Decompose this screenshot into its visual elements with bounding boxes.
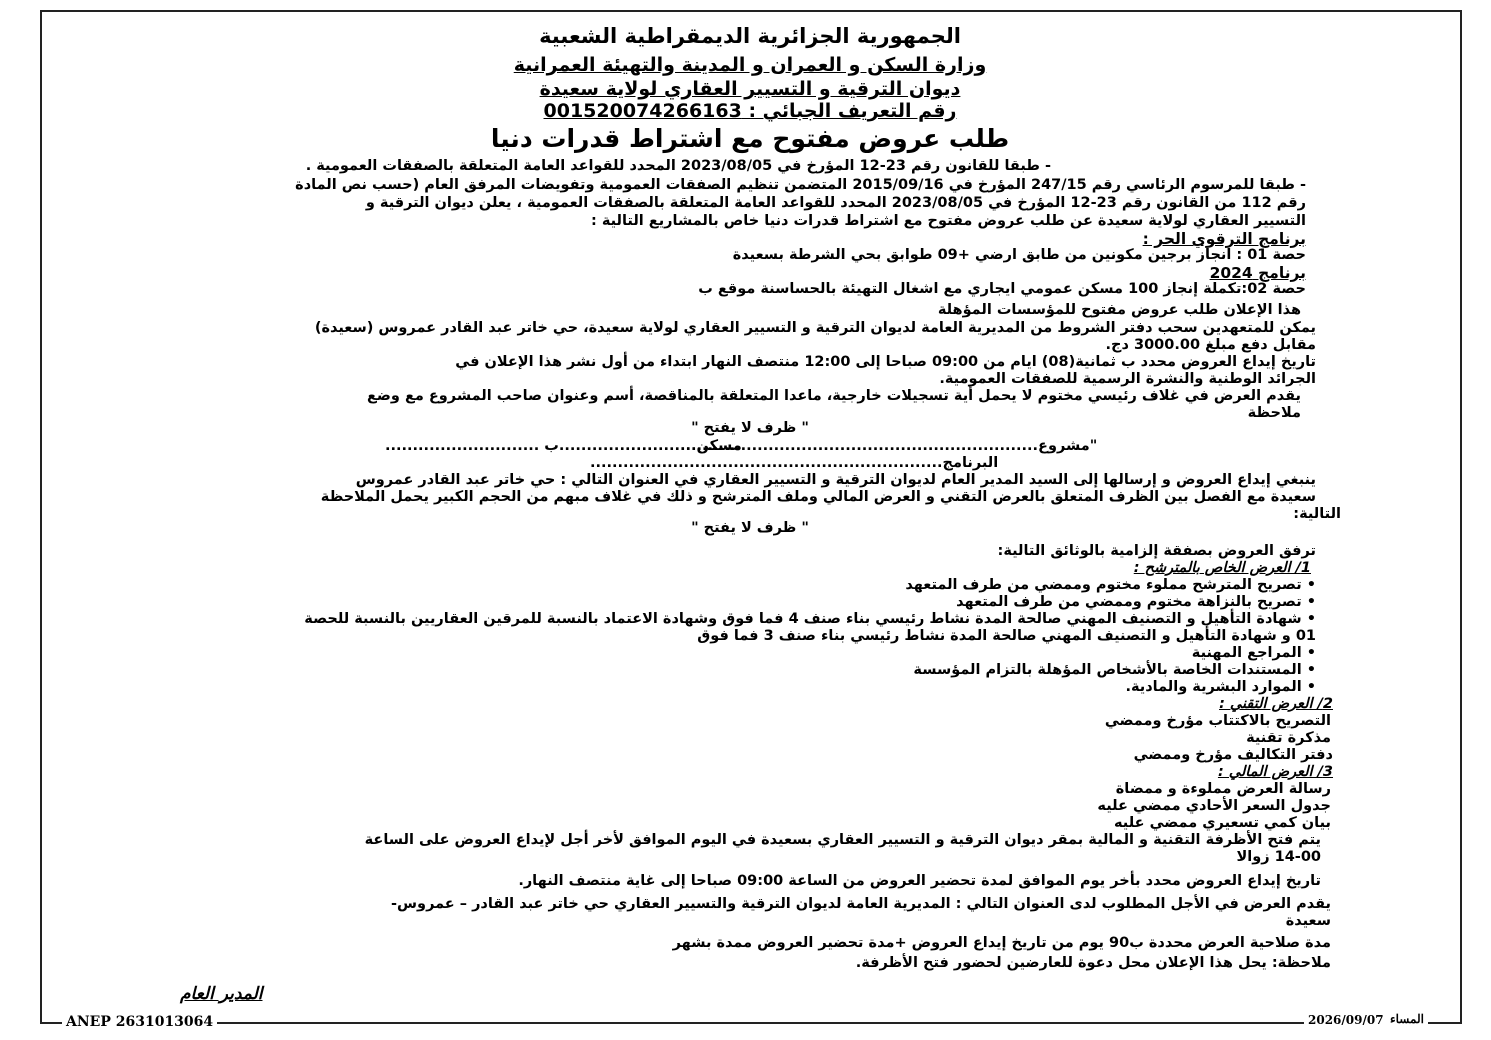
candidate-item-1: • تصريح المترشح مملوء مختوم وممضي من طرف المتعهد xyxy=(905,577,1316,593)
candidate-offer-heading: 1/ العرض الخاص بالمترشح : xyxy=(1133,560,1311,576)
deposit-line-2: سعيدة مع الفصل بين الظرف المتعلق بالعرض التقني و العرض المالي وملف المترشح و ذلك في غلاف مبهم من الحجم الكبير يحمل الملاحظة xyxy=(320,489,1316,505)
legal-line-1: - طبقا للقانون رقم 23-12 المؤرخ في 2023/08/05 المحدد للقواعد العامة المتعلقة بالصفقات العمومية . xyxy=(305,158,1051,174)
newspaper-name: المساء xyxy=(1386,1012,1428,1026)
candidate-item-3-cont: 01 و شهادة التأهيل و التصنيف المهني صالحة المدة نشاط رئيسي بناء صنف 3 فما فوق xyxy=(697,628,1316,644)
deposit-line-3: التالية: xyxy=(1293,506,1341,522)
condition-3: مقابل دفع مبلغ 3000.00 دج. xyxy=(1105,337,1316,353)
candidate-item-6: • الموارد البشرية والمادية. xyxy=(1125,679,1316,695)
technical-item-2: مذكرة تقنية xyxy=(1246,730,1331,746)
closing-line-4: يقدم العرض في الأجل المطلوب لدى العنوان التالي : المديرية العامة لديوان الترقية والتسيير العقاري حي خاتر عبد القادر – عمروس- xyxy=(391,896,1331,912)
legal-line-3: رقم 112 من القانون رقم 23-12 المؤرخ في 2023/08/05 المحدد للقواعد العامة المتعلقة بالصفقات العمومية ، يعلن ديوان الترقية و xyxy=(365,195,1306,211)
financial-item-1: رسالة العرض مملوءة و ممضاة xyxy=(1115,781,1331,797)
envelope-no-open-1: " ظرف لا يفتح " xyxy=(691,420,809,436)
office-heading: ديوان الترقية و التسيير العقاري لولاية سعيدة xyxy=(539,78,961,100)
anep-reference: ANEP 2631013064 xyxy=(62,1014,217,1030)
closing-line-5: سعيدة xyxy=(1285,913,1331,929)
tax-id: رقم التعريف الجبائي : 001520074266163 xyxy=(543,100,957,122)
deposit-line-1: ينبغي إيداع العروض و إرسالها إلى السيد المدير العام لديوان الترقية و التسيير العقاري في العنوان التالي : حي خاتر عبد القادر عمروس xyxy=(355,472,1316,488)
program-1-heading: برنامج الترقوي الحر : xyxy=(1142,230,1306,248)
closing-line-6: مدة صلاحية العرض محددة ب90 يوم من تاريخ إيداع العروض +مدة تحضير العروض ممدة بشهر xyxy=(672,935,1331,951)
condition-2: يمكن للمتعهدين سحب دفتر الشروط من المديرية العامة لديوان الترقية و التسيير العقاري لولاية سعيدة، حي خاتر عبد القادر عمروس (سعيدة) xyxy=(314,320,1316,336)
envelope-no-open-2: " ظرف لا يفتح " xyxy=(691,520,809,536)
lot-1: حصة 01 : انجاز برجين مكونين من طابق ارضي +09 طوابق بحي الشرطة بسعيدة xyxy=(732,247,1306,263)
condition-1: هذا الإعلان طلب عروض مفتوح للمؤسسات المؤهلة xyxy=(937,302,1301,318)
envelope-program: البرنامج................................................................ xyxy=(590,455,999,471)
condition-6: يقدم العرض في غلاف رئيسي مختوم لا يحمل أية تسجيلات خارجية، ماعدا المتعلقة بالمناقصة، أسم وعنوان صاحب المشروع مع وضع xyxy=(366,388,1301,404)
ministry-heading: وزارة السكن و العمران و المدينة والتهيئة العمرانية xyxy=(513,54,987,76)
envelope-project: "مشروع................................................................. xyxy=(680,438,1098,454)
signature: المدير العام xyxy=(180,984,263,1004)
technical-item-1: التصريح بالاكتتاب مؤرخ وممضي xyxy=(1104,713,1331,729)
closing-line-3: تاريخ إيداع العروض محدد بأخر يوم الموافق لمدة تحضير العروض من الساعة 09:00 صباحا إلى غاية منتصف النهار. xyxy=(518,873,1321,889)
candidate-item-4: • المراجع المهنية xyxy=(1192,645,1316,661)
envelope-housing: مسكن.........................ب ............................ xyxy=(385,438,742,454)
candidate-item-2: • تصريح بالنزاهة مختوم وممضي من طرف المتعهد xyxy=(956,594,1316,610)
condition-4: تاريخ إيداع العروض محدد ب ثمانية(08) ايام من 09:00 صباحا إلى 12:00 منتصف النهار ابتداء من أول نشر هذا الإعلان في xyxy=(455,354,1316,370)
candidate-item-3: • شهادة التأهيل و التصنيف المهني صالحة المدة نشاط رئيسي بناء صنف 4 فما فوق وشهادة الاعتماد بالنسبة للمرقين العقاريين بالنسبة للحصة xyxy=(304,611,1316,627)
technical-item-3: دفتر التكاليف مؤرخ وممضي xyxy=(1133,747,1333,763)
publication-date: 2026/09/07 xyxy=(1304,1013,1388,1027)
legal-line-4: التسيير العقاري لولاية سعيدة عن طلب عروض مفتوح مع اشتراط قدرات دنيا خاص بالمشاريع التالية : xyxy=(590,213,1306,229)
republic-heading: الجمهورية الجزائرية الديمقراطية الشعبية xyxy=(539,24,961,48)
page-title: طلب عروض مفتوح مع اشتراط قدرات دنيا xyxy=(490,124,1010,153)
condition-7: ملاحظة xyxy=(1247,405,1301,421)
financial-item-2: جدول السعر الأحادي ممضي عليه xyxy=(1097,798,1331,814)
candidate-item-5: • المستندات الخاصة بالأشخاص المؤهلة بالتزام المؤسسة xyxy=(913,662,1316,678)
lot-2: حصة 02:تكملة إنجاز 100 مسكن عمومي ايجاري مع اشغال التهيئة بالحساسنة موقع ب xyxy=(698,281,1306,297)
technical-offer-heading: 2/ العرض التقني : xyxy=(1219,696,1333,712)
closing-line-2: 14-00 زوالا xyxy=(1236,849,1321,865)
financial-offer-heading: 3/ العرض المالي : xyxy=(1217,764,1333,780)
financial-item-3: بيان كمي تسعيري ممضي عليه xyxy=(1113,815,1331,831)
note-line: ملاحظة: يحل هذا الإعلان محل دعوة للعارضين لحضور فتح الأظرفة. xyxy=(855,955,1331,971)
documents-intro: ترفق العروض بصفقة إلزامية بالوثائق التالية: xyxy=(997,543,1316,559)
program-2-heading: برنامج 2024 xyxy=(1209,264,1306,282)
condition-5: الجرائد الوطنية والنشرة الرسمية للصفقات العمومية. xyxy=(939,371,1316,387)
legal-line-2: - طبقا للمرسوم الرئاسي رقم 247/15 المؤرخ في 2015/09/16 المتضمن تنظيم الصفقات العمومية وتفويضات المرفق العام (حسب نص المادة xyxy=(295,177,1306,193)
closing-line-1: يتم فتح الأظرفة التقنية و المالية بمقر ديوان الترقية و التسيير العقاري بسعيدة في اليوم الموافق لأخر أجل لإيداع العروض على الساعة xyxy=(364,832,1321,848)
